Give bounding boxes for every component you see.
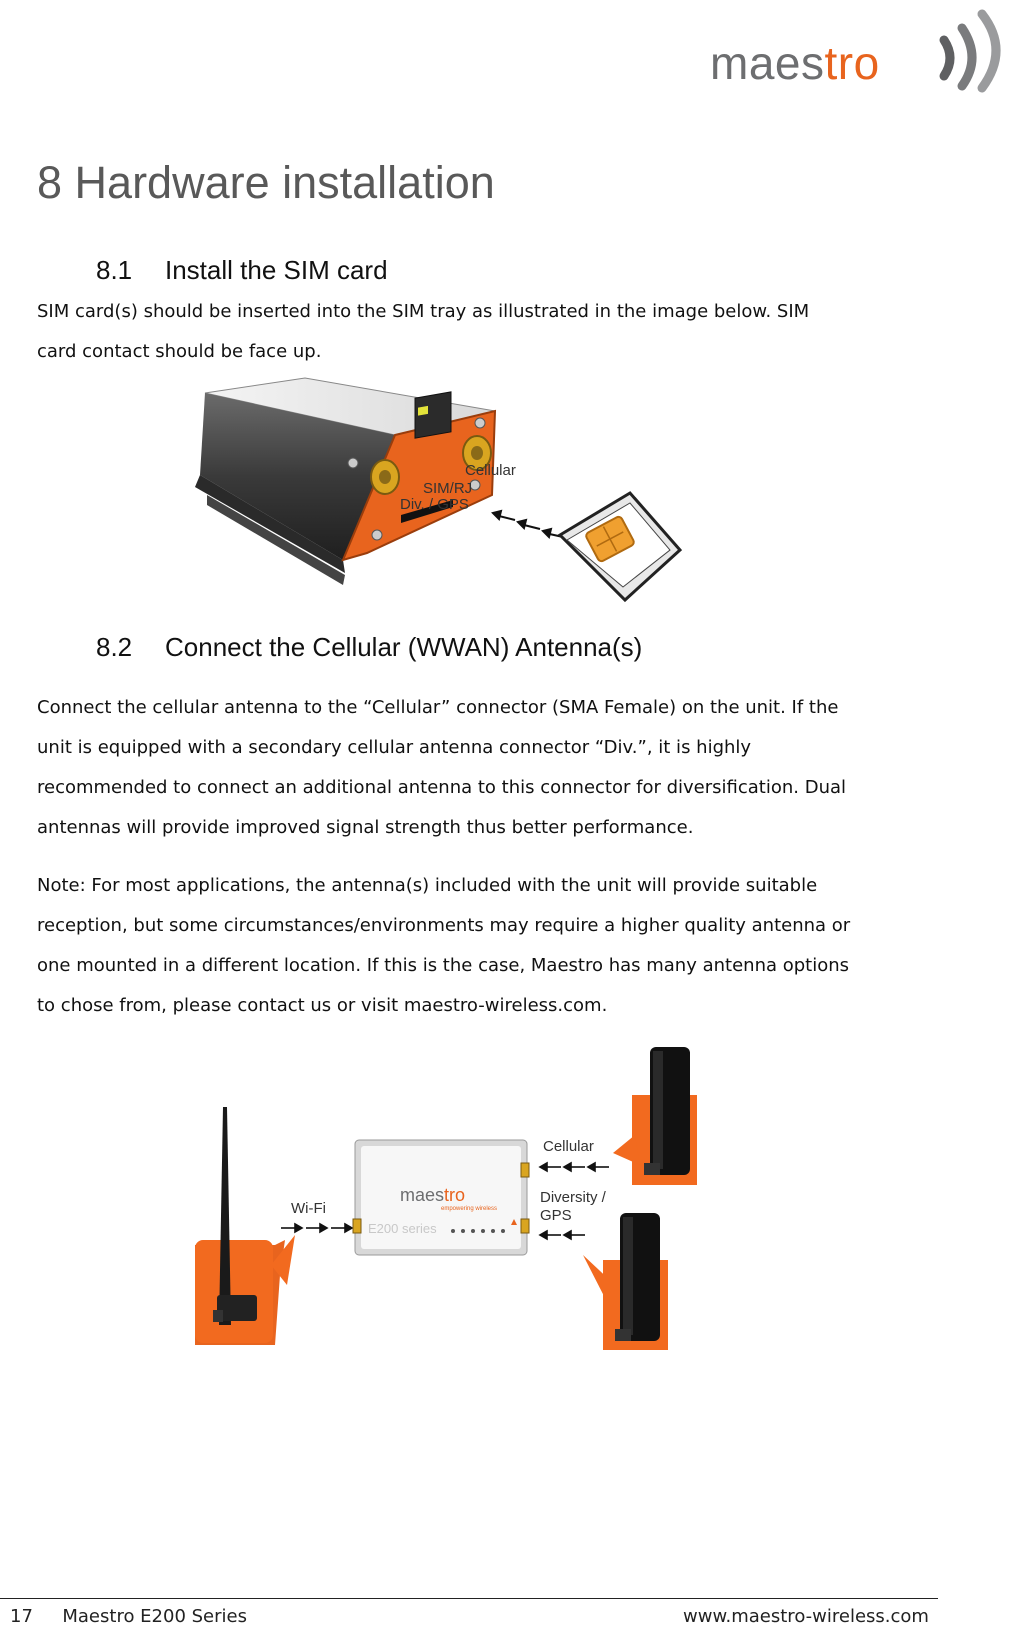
router-front-view	[353, 1140, 529, 1255]
section-heading-8-1	[96, 255, 388, 286]
page-number: 17	[10, 1606, 33, 1627]
div-gps-port-label: Div. / GPS	[400, 496, 469, 513]
sim-rj-port-label: SIM/RJ	[423, 480, 473, 497]
logo-wordmark	[710, 36, 880, 90]
sim-instructions	[37, 292, 907, 372]
sim-card	[560, 493, 680, 600]
cellular-antenna	[613, 1047, 697, 1185]
wifi-arrows	[281, 1224, 352, 1232]
sim-instructions-line-2: card contact should be face up.	[37, 341, 322, 362]
footer-rule	[0, 1598, 938, 1599]
logo-text-main: maes	[710, 37, 825, 89]
antenna-connection-figure	[195, 1045, 735, 1370]
antenna-paragraph-line: Connect the cellular antenna to the “Cellular” connector (SMA Female) on the unit. If the	[37, 697, 839, 718]
section-number: 8.2	[96, 632, 133, 662]
insertion-arrows	[493, 511, 563, 537]
antenna-paragraph-line: antennas will provide improved signal strength thus better performance.	[37, 817, 694, 838]
note-paragraph	[37, 866, 907, 1026]
wifi-antenna	[195, 1107, 295, 1345]
note-paragraph-line: one mounted in a different location. If this is the case, Maestro has many antenna options	[37, 955, 850, 976]
logo-text-accent: tro	[824, 37, 880, 89]
device-series: E200 series	[368, 1221, 437, 1236]
footer-website[interactable]: www.maestro-wireless.com	[683, 1606, 929, 1627]
sma-connector-left	[371, 460, 399, 494]
wireless-waves-icon	[936, 0, 1013, 95]
antenna-paragraph-line: recommended to connect an additional antenna to this connector for diversification. Dual	[37, 777, 847, 798]
diversity-antenna	[583, 1213, 668, 1350]
gps-label: GPS	[540, 1207, 572, 1224]
wifi-label: Wi-Fi	[291, 1200, 326, 1217]
sim-installation-figure	[195, 375, 715, 630]
note-paragraph-line: Note: For most applications, the antenna(s) included with the unit will provide suitable	[37, 875, 818, 896]
device-tagline: empowering wireless	[441, 1206, 498, 1212]
sim-instructions-line-1: SIM card(s) should be inserted into the SIM tray as illustrated in the image below. SIM	[37, 301, 810, 322]
section-title: Connect the Cellular (WWAN) Antenna(s)	[165, 632, 643, 662]
router-device	[195, 378, 516, 585]
section-number: 8.1	[96, 255, 133, 285]
antenna-paragraph-line: unit is equipped with a secondary cellular antenna connector “Div.”, it is highly	[37, 737, 752, 758]
note-paragraph-line: reception, but some circumstances/environments may require a higher quality antenna or	[37, 915, 851, 936]
footer-left	[10, 1606, 247, 1627]
cellular-arrows	[540, 1163, 609, 1171]
section-heading-8-2	[96, 632, 642, 663]
diversity-arrows	[540, 1231, 585, 1239]
antenna-paragraph	[37, 688, 907, 848]
chapter-number: 8	[37, 157, 63, 208]
diversity-label: Diversity /	[540, 1189, 606, 1206]
maestro-logo	[710, 0, 1010, 95]
section-title: Install the SIM card	[165, 255, 388, 285]
note-paragraph-line: to chose from, please contact us or visit maestro-wireless.com.	[37, 995, 608, 1016]
device-brand: maestro	[400, 1185, 466, 1205]
chapter-heading	[37, 157, 495, 209]
cellular-port-label: Cellular	[465, 462, 516, 479]
chapter-title: Hardware installation	[74, 157, 495, 208]
cellular-label: Cellular	[543, 1138, 594, 1155]
document-title: Maestro E200 Series	[62, 1606, 247, 1627]
